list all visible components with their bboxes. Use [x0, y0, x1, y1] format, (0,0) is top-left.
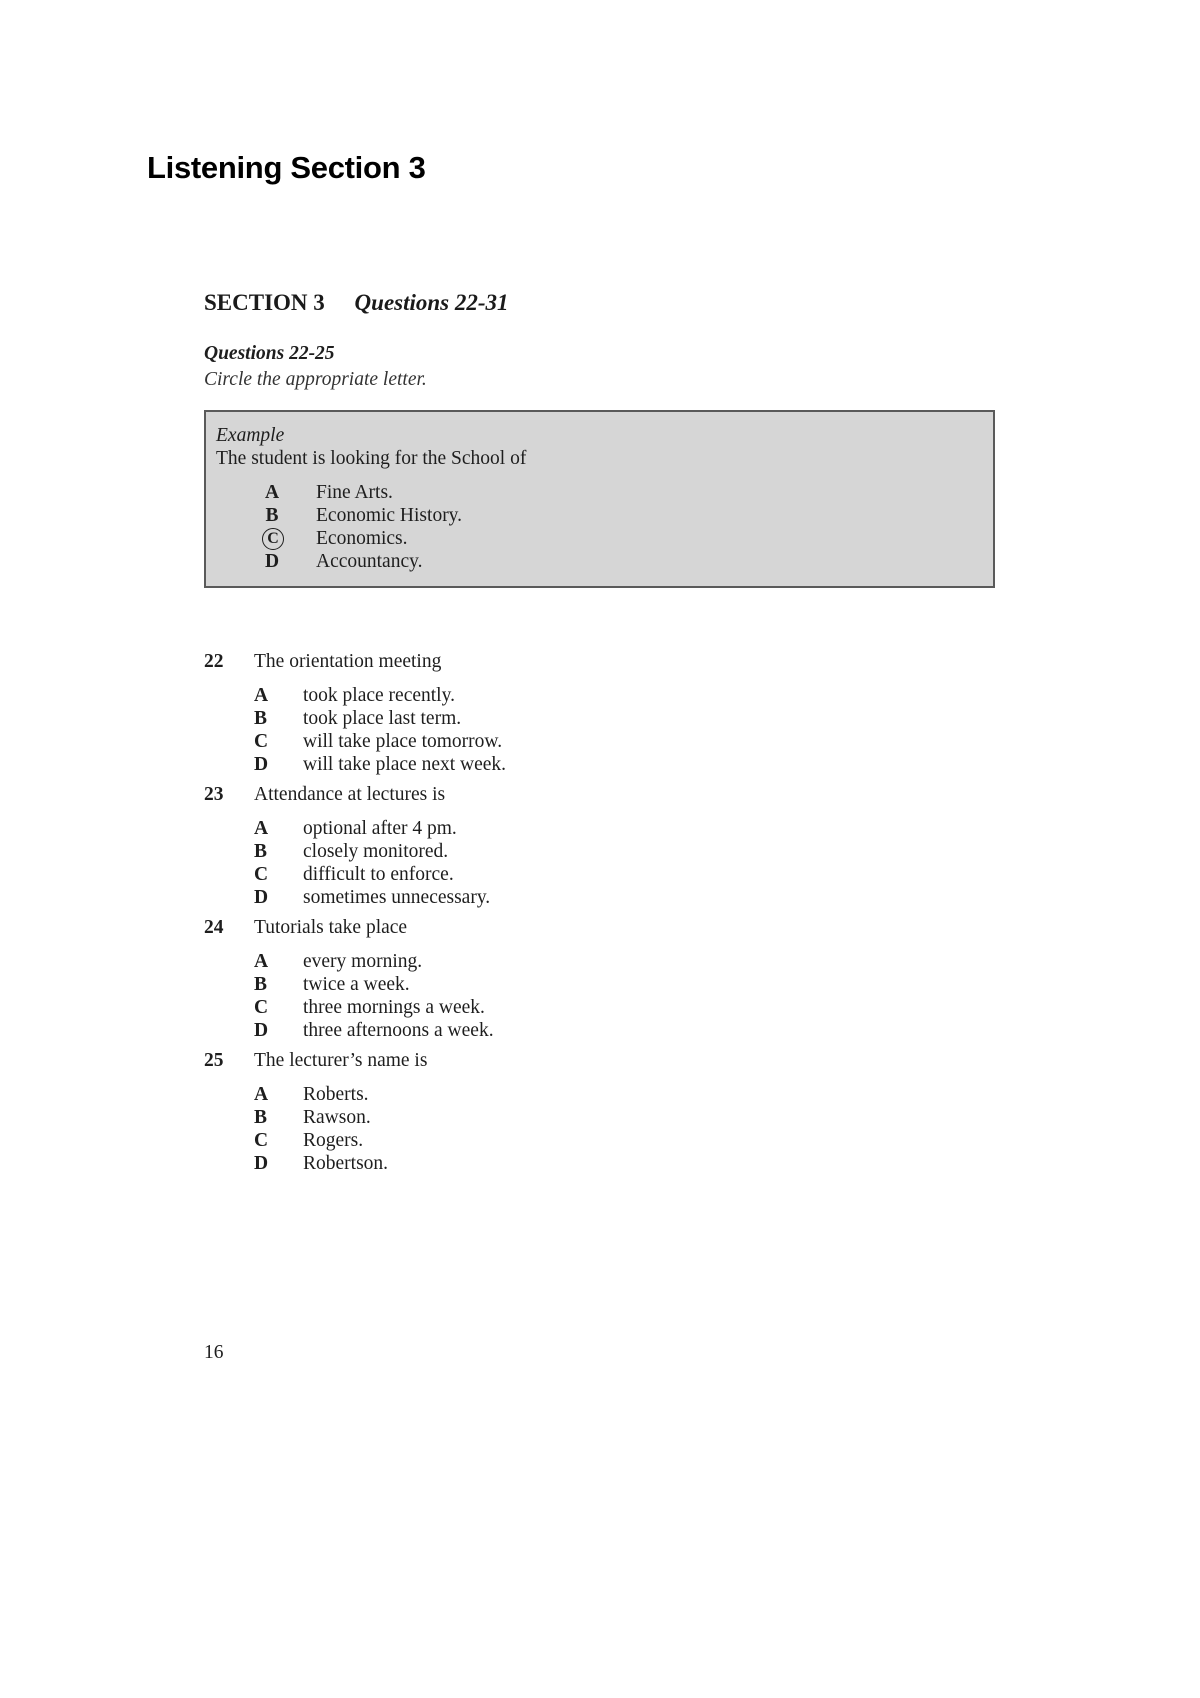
option-text: sometimes unnecessary. [303, 887, 491, 908]
option-letter: A [254, 1084, 269, 1105]
option-text: Accountancy. [316, 551, 423, 572]
option-text: three mornings a week. [303, 997, 485, 1018]
option-letter: C [254, 731, 269, 752]
example-stem: The student is looking for the School of [216, 448, 527, 469]
option-text: difficult to enforce. [303, 864, 454, 885]
option-letter: A [264, 482, 280, 503]
option-text: took place last term. [303, 708, 462, 729]
example-box [204, 410, 995, 588]
question-stem: The orientation meeting [254, 651, 442, 672]
option-text: Rogers. [303, 1130, 364, 1151]
option-letter: D [264, 551, 280, 572]
option-letter: A [254, 818, 269, 839]
section-header [204, 290, 509, 316]
option-letter: B [254, 841, 268, 862]
option-letter: A [254, 685, 269, 706]
question-number: 22 [204, 651, 224, 672]
subsection-range: Questions 22-25 [204, 343, 335, 364]
option-letter: B [254, 1107, 268, 1128]
option-text: will take place tomorrow. [303, 731, 503, 752]
instruction-text: Circle the appropriate letter. [204, 369, 427, 390]
section-title: SECTION 3 [204, 290, 325, 315]
question-stem: The lecturer’s name is [254, 1050, 428, 1071]
option-text: twice a week. [303, 974, 410, 995]
option-text: every morning. [303, 951, 423, 972]
option-letter: A [254, 951, 269, 972]
option-letter: D [254, 754, 269, 775]
question-stem: Attendance at lectures is [254, 784, 446, 805]
option-text: Robertson. [303, 1153, 389, 1174]
option-letter: B [254, 974, 268, 995]
option-letter: D [254, 1153, 269, 1174]
option-letter: B [254, 708, 268, 729]
option-text: three afternoons a week. [303, 1020, 494, 1041]
question-stem: Tutorials take place [254, 917, 408, 938]
option-text: will take place next week. [303, 754, 507, 775]
option-text: Rawson. [303, 1107, 371, 1128]
option-text: Roberts. [303, 1084, 369, 1105]
option-letter: B [265, 505, 279, 526]
question-number: 23 [204, 784, 224, 805]
option-text: Economics. [316, 528, 408, 549]
example-label: Example [216, 425, 285, 446]
option-letter: C [254, 997, 269, 1018]
circled-answer-letter: C [262, 528, 284, 550]
option-text: Economic History. [316, 505, 463, 526]
option-letter: C [254, 1130, 269, 1151]
option-letter: D [254, 1020, 269, 1041]
question-number: 24 [204, 917, 224, 938]
option-text: closely monitored. [303, 841, 449, 862]
page-number: 16 [204, 1342, 224, 1363]
section-questions-range: Questions 22-31 [354, 290, 509, 315]
page-heading: Listening Section 3 [147, 150, 426, 185]
question-number: 25 [204, 1050, 224, 1071]
option-text: Fine Arts. [316, 482, 393, 503]
option-letter: C [254, 864, 269, 885]
option-letter: D [254, 887, 269, 908]
option-text: optional after 4 pm. [303, 818, 457, 839]
option-text: took place recently. [303, 685, 455, 706]
